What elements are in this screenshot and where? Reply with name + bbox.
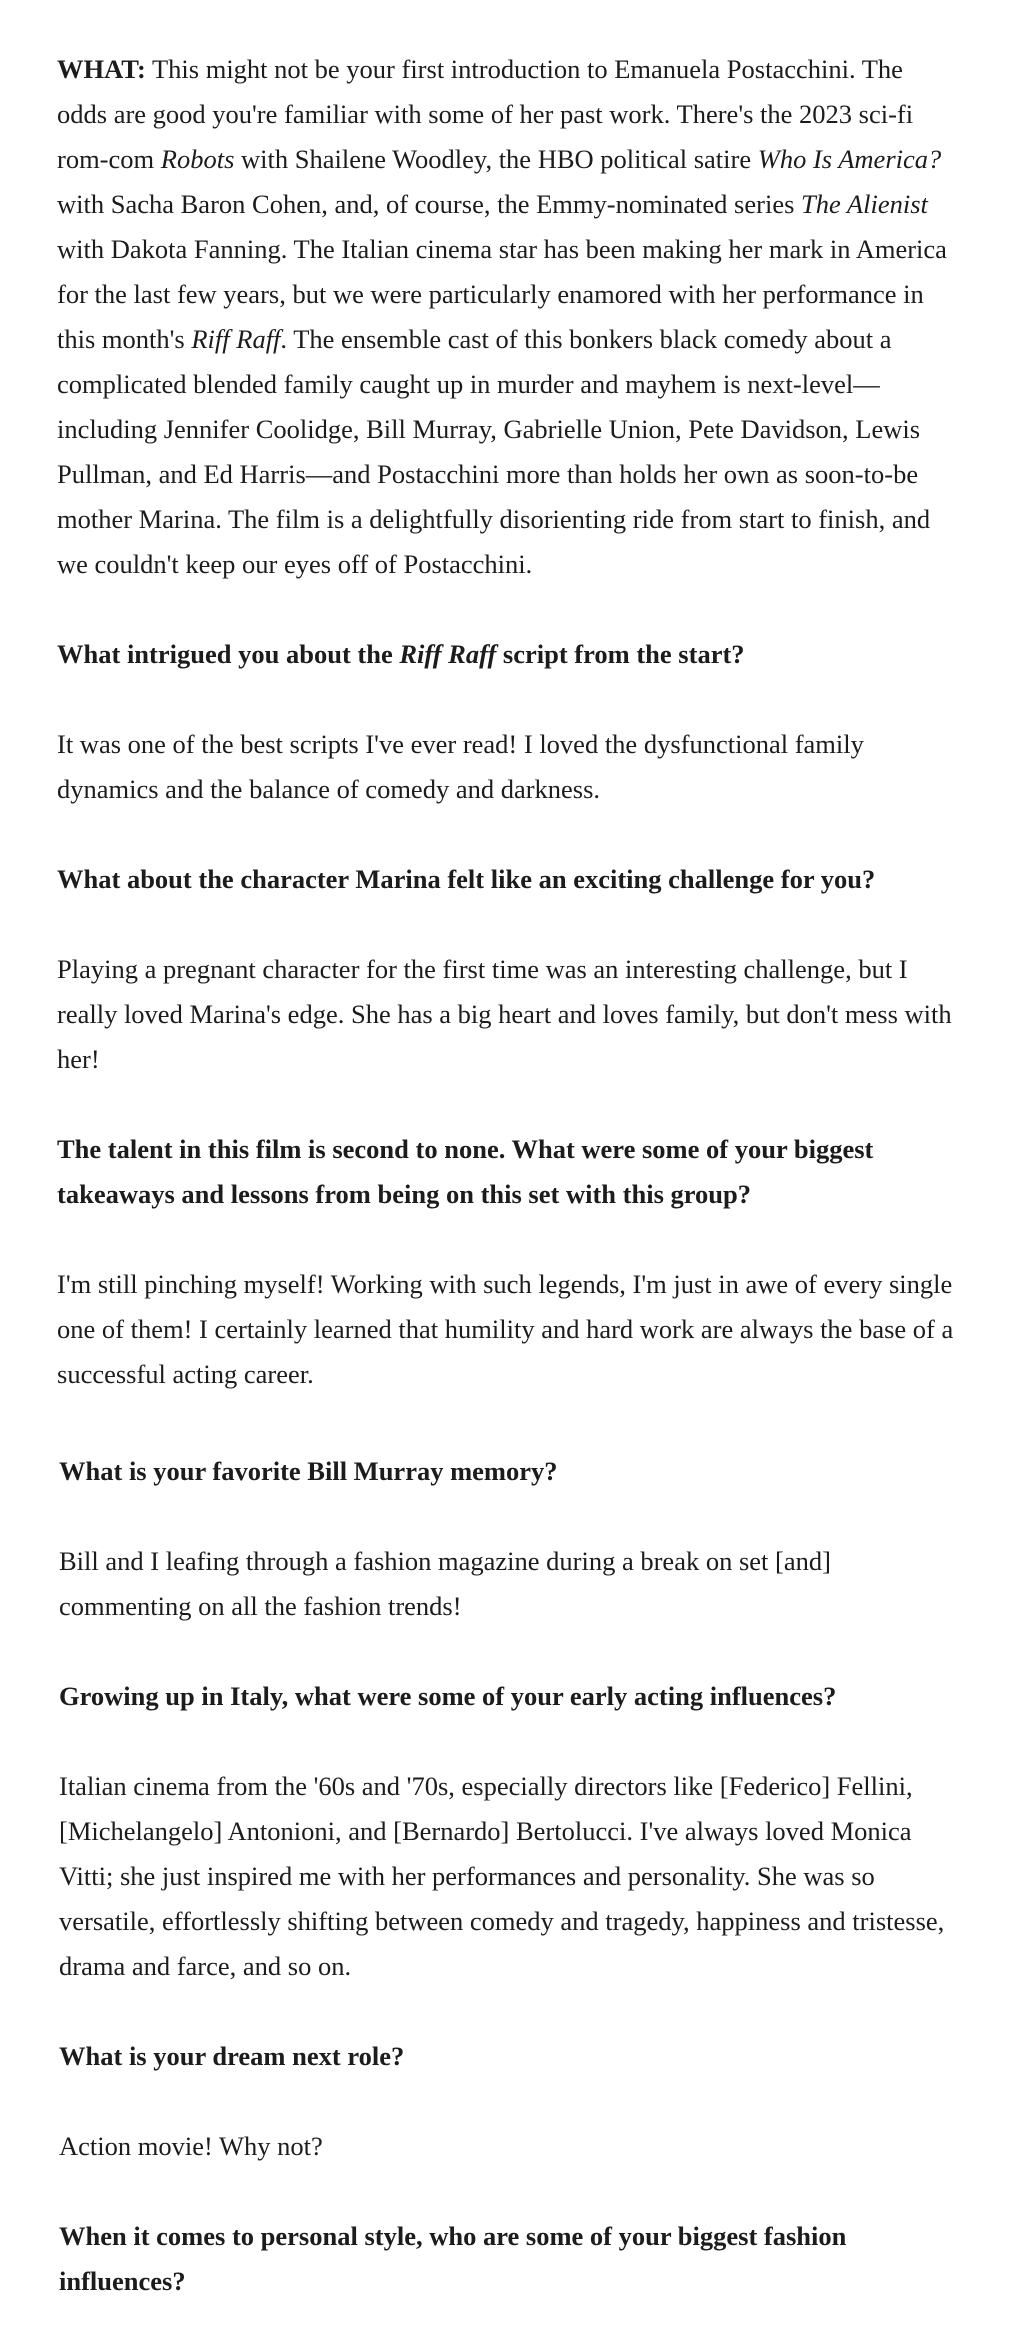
answer-paragraph: Action movie! Why not? — [59, 2131, 323, 2161]
title-riff-raff: Riff Raff — [399, 639, 497, 669]
question-heading: What is your favorite Bill Murray memory? — [59, 1456, 558, 1486]
intro-text: . The ensemble cast of this bonkers black comedy about a complicated blended family caught up in murder and mayhem is next-level—including Jennifer Coolidge, Bill Murray, Gabrielle Union, Pete Davidson, Lewis Pullman, and Ed Harris—and Postacchini more than holds her own as soon-to-be mother Marina. The film is a delightfully disorienting ride from start to finish, and we couldn't keep our eyes off of Postacchini. — [57, 324, 931, 579]
answer-paragraph: Bill and I leafing through a fashion magazine during a break on set [and] commenting on all the fashion trends! — [59, 1546, 831, 1621]
title-riff-raff: Riff Raff — [191, 324, 281, 354]
question-heading: What intrigued you about the Riff Raff script from the start? — [57, 639, 745, 669]
intro-label: WHAT: — [57, 54, 146, 84]
answer-paragraph: Italian cinema from the '60s and '70s, especially directors like [Federico] Fellini, [Michelangelo] Antonioni, and [Bernardo] Bertolucci. I've always loved Monica Vitti; she just inspired me with her performances and personality. She was so versatile, effortlessly shifting between comedy and tragedy, happiness and tristesse, drama and farce, and so on. — [59, 1771, 945, 1981]
intro-text: with Sacha Baron Cohen, and, of course, the Emmy-nominated series — [57, 189, 802, 219]
intro-text: This might not be your first introduction to Emanuela Postacchini. The odds are good you're familiar with some of her past work. There's the 2023 sci-fi rom-com — [57, 54, 914, 174]
title-robots: Robots — [160, 144, 235, 174]
question-heading: The talent in this film is second to none. What were some of your biggest takeaways and lessons from being on this set with this group? — [57, 1134, 874, 1209]
question-heading: What about the character Marina felt like an exciting challenge for you? — [57, 864, 876, 894]
question-heading: When it comes to personal style, who are some of your biggest fashion influences? — [59, 2221, 847, 2296]
intro-text: with Shailene Woodley, the HBO political satire — [234, 144, 758, 174]
answer-paragraph: It was one of the best scripts I've ever read! I loved the dysfunctional family dynamics and the balance of comedy and darkness. — [57, 729, 864, 804]
answer-paragraph: I'm still pinching myself! Working with such legends, I'm just in awe of every single one of them! I certainly learned that humility and hard work are always the base of a successful acting career. — [57, 1269, 954, 1389]
question-heading: Growing up in Italy, what were some of your early acting influences? — [59, 1681, 837, 1711]
intro-text: with Dakota Fanning. The Italian cinema star has been making her mark in America for the last few years, but we were particularly enamored with her performance in this month's — [57, 234, 947, 354]
intro-paragraph — [57, 47, 957, 587]
title-who-is-america: Who Is America? — [757, 144, 942, 174]
title-the-alienist: The Alienist — [801, 189, 928, 219]
question-heading: What is your dream next role? — [59, 2041, 405, 2071]
answer-paragraph: Playing a pregnant character for the first time was an interesting challenge, but I really loved Marina's edge. She has a big heart and loves family, but don't mess with her! — [57, 954, 952, 1074]
